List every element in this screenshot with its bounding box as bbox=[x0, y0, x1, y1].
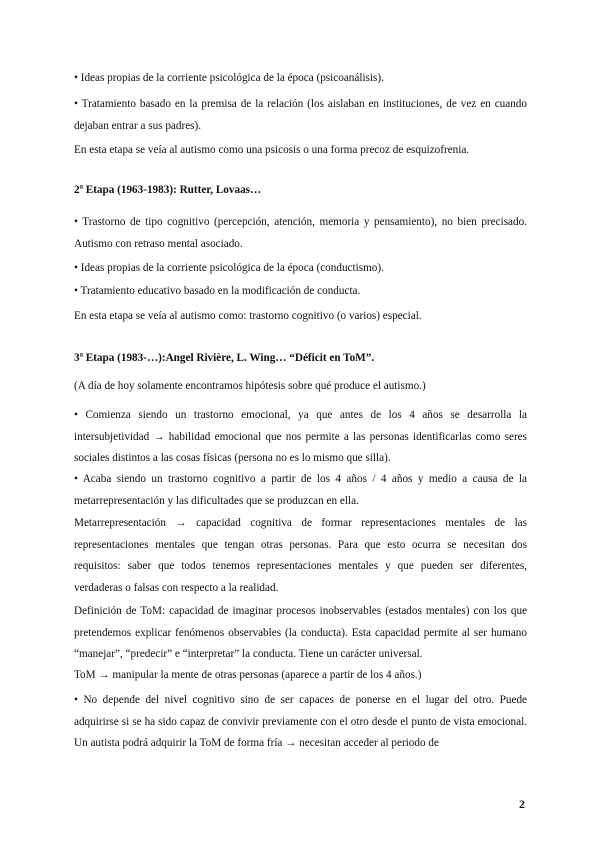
page-number: 2 bbox=[519, 797, 525, 811]
bullet-trastorno-cognitivo: • Trastorno de tipo cognitivo (percepción, atención, memoria y pensamiento), no bien precisado. Autismo con retraso mental asociado. bbox=[74, 216, 527, 250]
bullet-ideas-conductismo: • Ideas propias de la corriente psicológica de la época (conductismo). bbox=[74, 262, 384, 274]
definition-metarrepresentacion: Metarrepresentación → capacidad cognitiva de formar representaciones mentales de las representaciones mentales que tengan otras personas. Para que esto ocurra se necesitan dos requisitos: saber que todos tenemos representaciones mentales y que pueden ser diferentes, verdaderas o falsas con respecto a la realidad. bbox=[74, 517, 527, 594]
bullet-tratamiento-relacion: • Tratamiento basado en la premisa de la relación (los aislaban en instituciones, de vez en cuando dejaban entrar a sus padres). bbox=[74, 98, 527, 132]
bullet-nivel-cognitivo: • No depende del nivel cognitivo sino de ser capaces de ponerse en el lugar del otro. Puede adquirirse si se ha sido capaz de convivir previamente con el otro desde el punto de vista emocional. Un autista podrá adquirir la ToM de forma fría → necesitan acceder al periodo de bbox=[74, 694, 527, 749]
bullet-metarrepresentacion: • Acaba siendo un trastorno cognitivo a partir de los 4 años / 4 años y medio a causa de la metarrepresentación y las dificultades que se produzcan en ella. bbox=[74, 473, 527, 507]
tom-manipular: ToM → manipular la mente de otras personas (aparece a partir de los 4 años.) bbox=[74, 669, 422, 681]
bullet-ideas-psicoanalisis: • Ideas propias de la corriente psicológica de la época (psicoanálisis). bbox=[74, 72, 384, 84]
note-hipotesis: (A día de hoy solamente encontramos hipótesis sobre qué produce el autismo.) bbox=[74, 380, 426, 392]
bullet-trastorno-emocional: • Comienza siendo un trastorno emocional, ya que antes de los 4 años se desarrolla la intersubjetividad → habilidad emocional que nos permite a las personas identificarlas como seres sociales distintos a las cosas físicas (persona no es lo mismo que silla). bbox=[74, 409, 527, 464]
etapa1-summary: En esta etapa se veía al autismo como una psicosis o una forma precoz de esquizofrenia. bbox=[74, 144, 470, 156]
heading-etapa-2: 2ª Etapa (1963-1983): Rutter, Lovaas… bbox=[74, 184, 262, 196]
heading-etapa-3: 3ª Etapa (1983-…):Angel Rivière, L. Wing… “Déficit en ToM”. bbox=[74, 352, 375, 364]
etapa2-summary: En esta etapa se veía al autismo como: trastorno cognitivo (o varios) especial. bbox=[74, 310, 422, 322]
bullet-tratamiento-educativo: • Tratamiento educativo basado en la modificación de conducta. bbox=[74, 285, 361, 297]
definition-tom: Definición de ToM: capacidad de imaginar procesos inobservables (estados mentales) con los que pretendemos explicar fenómenos observables (la conducta). Esta capacidad permite al ser humano “manejar”, “predecir” e “interpretar” la conducta. Tiene un carácter universal. bbox=[74, 605, 527, 660]
